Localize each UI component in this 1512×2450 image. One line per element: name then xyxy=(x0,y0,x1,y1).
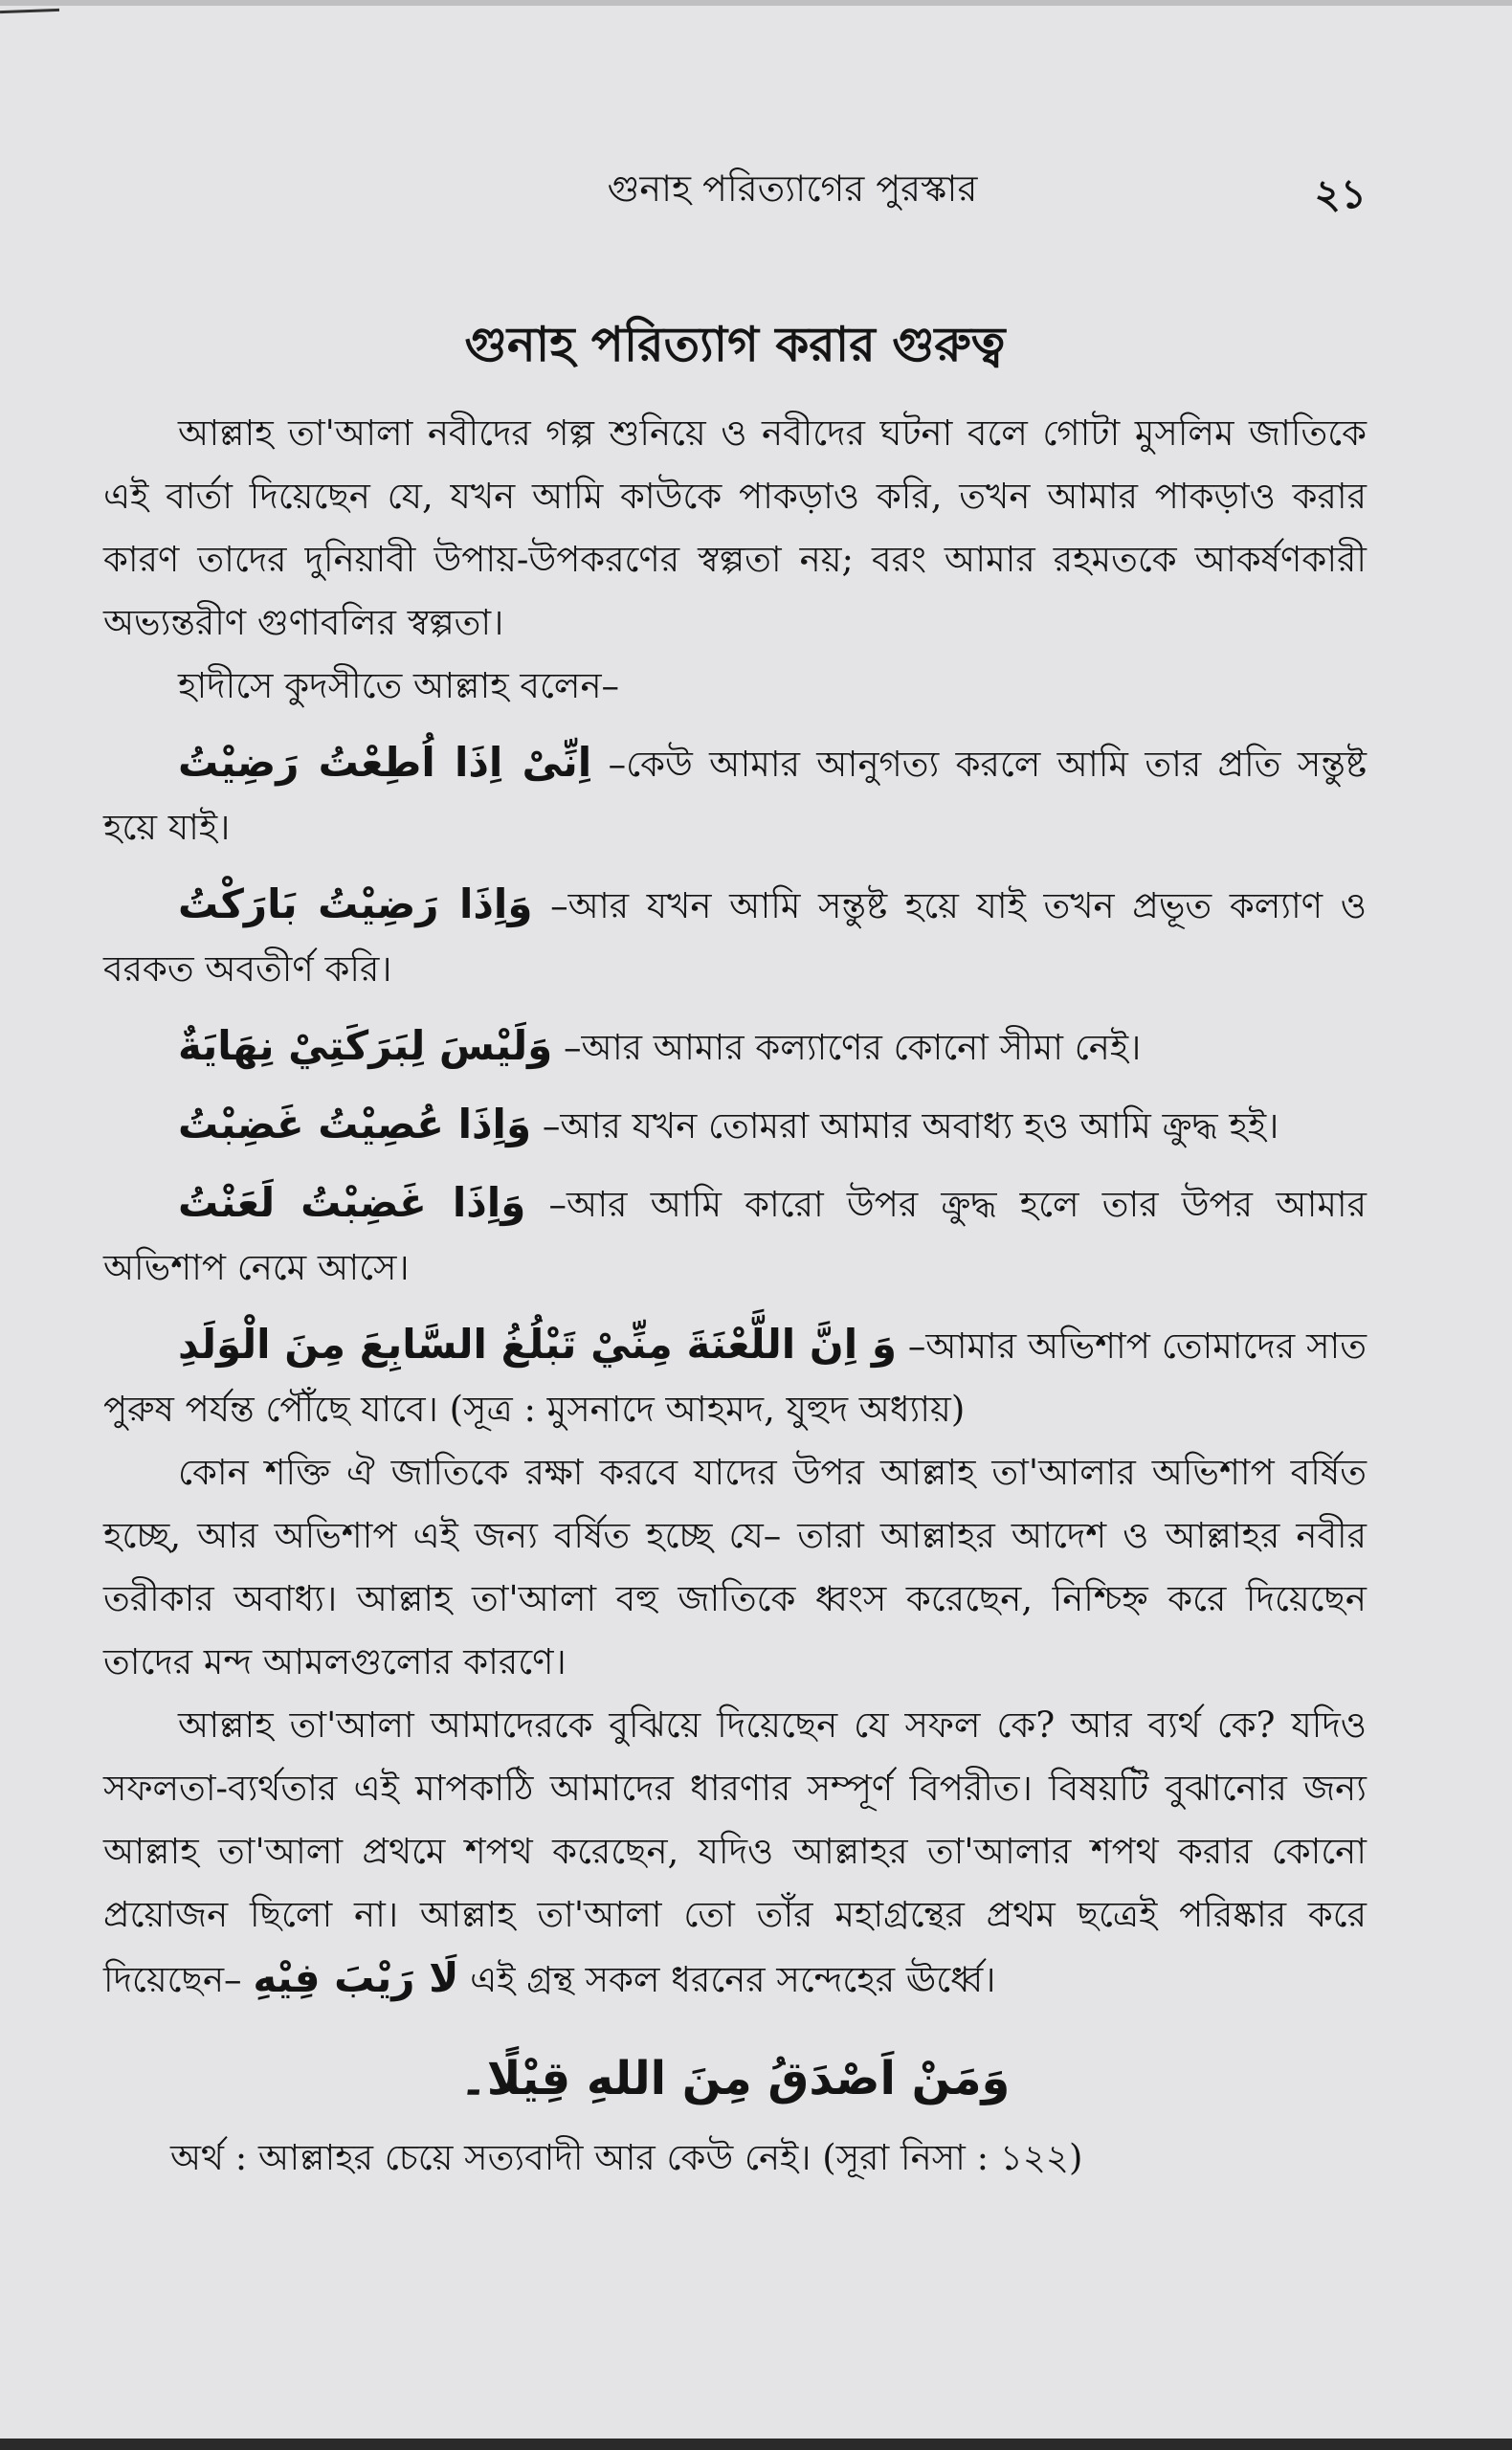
arabic-inline-phrase: لَا رَيْبَ فِيْهِ xyxy=(253,1954,459,2001)
bangla-translation: –আমার অভিশাপ তোমাদের সাত পুরুষ পর্যন্ত পৌঁছে যাবে। (সূত্র : মুসনাদে আহমদ, যুহুদ অধ্যায়) xyxy=(103,1325,1367,1430)
hadith-line-5 xyxy=(103,1171,1367,1300)
bangla-translation: –আর আমার কল্যাণের কোনো সীমা নেই। xyxy=(564,1027,1142,1068)
paragraph-4-ending: এই গ্রন্থ সকল ধরনের সন্দেহের ঊর্ধ্বে। xyxy=(458,1959,996,2000)
bangla-translation: –আর আমি কারো উপর ক্রুদ্ধ হলে তার উপর আমার অভিশাপ নেমে আসে। xyxy=(103,1184,1367,1288)
arabic-text: وَاِذَا رَضِیْتُ بَارَكْتُ xyxy=(178,880,533,927)
hadith-line-6 xyxy=(103,1313,1367,1441)
paragraph-1: আল্লাহ তা'আলা নবীদের গল্প শুনিয়ে ও নবীদের ঘটনা বলে গোটা মুসলিম জাতিকে এই বার্তা দিয়েছেন যে, যখন আমি কাউকে পাকড়াও করি, তখন আমার পাকড়াও করার কারণ তাদের দুনিয়াবী উপায়-উপকরণের স্বল্পতা নয়; বরং আমার রহমতকে আকর্ষণকারী অভ্যন্তরীণ গুণাবলির স্বল্পতা। xyxy=(103,412,1367,643)
arabic-text: اِنِّیْ اِذَا اُطِعْتُ رَضِیْتُ xyxy=(178,739,592,786)
arabic-text: وَ اِنَّ اللَّعْنَةَ مِنِّيْ تَبْلُغُ السَّابِعَ مِنَ الْوَلَدِ xyxy=(178,1321,897,1368)
hadith-line-2 xyxy=(103,873,1367,1001)
paragraph-4 xyxy=(103,1694,1367,2012)
paragraph-3: কোন শক্তি ঐ জাতিকে রক্ষা করবে যাদের উপর আল্লাহ তা'আলার অভিশাপ বর্ষিত হচ্ছে, আর অভিশাপ এই জন্য বর্ষিত হচ্ছে যে– তারা আল্লাহর আদেশ ও আল্লাহর নবীর তরীকার অবাধ্য। আল্লাহ তা'আলা বহু জাতিকে ধ্বংস করেছেন, নিশ্চিহ্ন করে দিয়েছেন তাদের মন্দ আমলগুলোর কারণে। xyxy=(103,1452,1367,1682)
hadith-line-4 xyxy=(103,1093,1367,1158)
paragraph-4-text: আল্লাহ তা'আলা আমাদেরকে বুঝিয়ে দিয়েছেন যে সফল কে? আর ব্যর্থ কে? যদিও সফলতা-ব্যর্থতার এই মাপকাঠি আমাদের ধারণার সম্পূর্ণ বিপরীত। বিষয়টি বুঝানোর জন্য আল্লাহ তা'আলা প্রথমে শপথ করেছেন, যদিও আল্লাহর তা'আলার শপথ করার কোনো প্রয়োজন ছিলো না। আল্লাহ তা'আলা তো তাঁর মহাগ্রন্থের প্রথম ছত্রেই পরিষ্কার করে দিয়েছেন– xyxy=(103,1704,1367,2000)
hadith-line-3 xyxy=(103,1014,1367,1080)
section-heading: গুনাহ পরিত্যাগ করার গুরুত্ব xyxy=(464,316,1006,372)
paragraph-2: হাদীসে কুদসীতে আল্লাহ বলেন– xyxy=(178,665,620,706)
hadith-line-1 xyxy=(103,731,1367,859)
page-body xyxy=(103,306,1367,2190)
bangla-translation: –আর যখন আমি সন্তুষ্ট হয়ে যাই তখন প্রভূত কল্যাণ ও বরকত অবতীর্ণ করি। xyxy=(103,885,1367,990)
page-top-edge xyxy=(0,0,1512,6)
page-number: ২১ xyxy=(1314,170,1367,217)
running-title: গুনাহ পরিত্যাগের পুরস্কার xyxy=(607,167,978,210)
bangla-translation: –আর যখন তোমরা আমার অবাধ্য হও আমি ক্রুদ্ধ হই। xyxy=(542,1105,1279,1147)
quran-quote xyxy=(103,2040,1367,2121)
page-corner-mark xyxy=(0,9,59,13)
arabic-text: وَلَيْسَ لِبَرَكَتِيْ نِهَايَةٌ xyxy=(178,1022,553,1069)
arabic-text: وَاِذَا غَضِبْتُ لَعَنْتُ xyxy=(178,1179,526,1226)
page-header xyxy=(103,153,1376,220)
quran-verse-arabic: وَمَنْ اَصْدَقُ مِنَ اللهِ قِيْلًا۔ xyxy=(459,2052,1011,2105)
page-bottom-edge xyxy=(0,2439,1512,2450)
arabic-text: وَاِذَا عُصِیْتُ غَضِبْتُ xyxy=(178,1101,532,1147)
verse-translation: অর্থ : আল্লাহর চেয়ে সত্যবাদী আর কেউ নেই। (সূরা নিসা : ১২২) xyxy=(170,2137,1083,2178)
bangla-translation: –কেউ আমার আনুগত্য করলে আমি তার প্রতি সন্তুষ্ট হয়ে যাই। xyxy=(103,744,1367,848)
